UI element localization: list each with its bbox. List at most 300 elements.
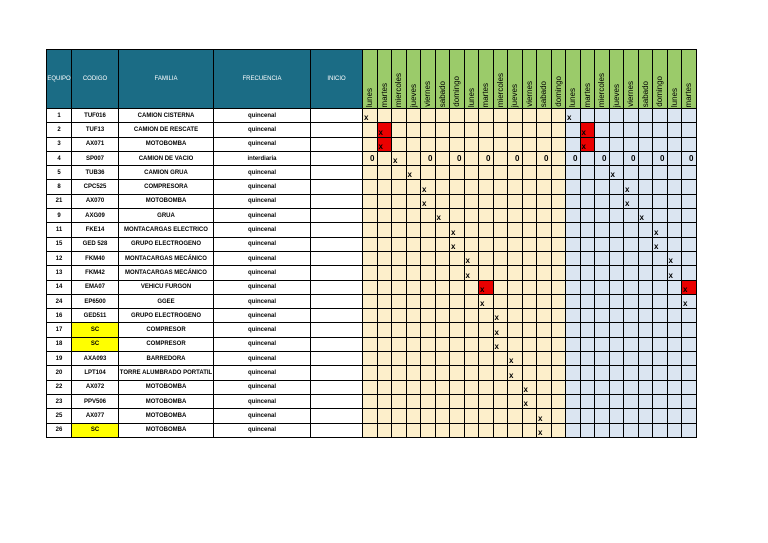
schedule-mark[interactable]: x xyxy=(653,237,668,251)
schedule-cell[interactable] xyxy=(406,109,421,123)
schedule-cell[interactable] xyxy=(566,337,581,351)
schedule-cell[interactable] xyxy=(624,394,639,408)
schedule-cell[interactable] xyxy=(580,380,595,394)
codigo-cell[interactable]: GED511 xyxy=(72,309,119,323)
schedule-cell[interactable] xyxy=(566,266,581,280)
schedule-cell[interactable] xyxy=(363,251,378,265)
schedule-cell[interactable] xyxy=(537,109,552,123)
schedule-cell[interactable] xyxy=(363,323,378,337)
schedule-cell[interactable] xyxy=(392,409,407,423)
schedule-mark[interactable]: x xyxy=(522,380,537,394)
schedule-cell[interactable] xyxy=(580,194,595,208)
schedule-cell[interactable] xyxy=(638,180,653,194)
header-day-miercoles[interactable] xyxy=(595,50,610,109)
schedule-cell[interactable] xyxy=(493,223,508,237)
schedule-cell[interactable] xyxy=(450,366,465,380)
frecuencia-cell[interactable]: quincenal xyxy=(214,423,311,437)
schedule-cell[interactable] xyxy=(464,309,479,323)
schedule-cell[interactable] xyxy=(537,209,552,223)
schedule-cell[interactable] xyxy=(392,237,407,251)
schedule-cell[interactable] xyxy=(450,180,465,194)
schedule-cell[interactable] xyxy=(624,423,639,437)
schedule-cell[interactable] xyxy=(653,352,668,366)
schedule-cell[interactable] xyxy=(464,294,479,308)
schedule-cell[interactable] xyxy=(464,394,479,408)
schedule-cell[interactable] xyxy=(624,166,639,180)
schedule-cell[interactable] xyxy=(435,194,450,208)
schedule-cell[interactable] xyxy=(667,237,682,251)
schedule-cell[interactable] xyxy=(667,194,682,208)
familia-cell[interactable]: MOTOBOMBA xyxy=(119,423,214,437)
schedule-cell[interactable] xyxy=(479,194,494,208)
schedule-cell[interactable] xyxy=(508,323,523,337)
schedule-cell[interactable] xyxy=(609,323,624,337)
schedule-cell[interactable] xyxy=(363,166,378,180)
codigo-cell[interactable]: FKM42 xyxy=(72,266,119,280)
familia-cell[interactable]: GGEE xyxy=(119,294,214,308)
schedule-cell[interactable] xyxy=(682,123,697,137)
schedule-cell[interactable] xyxy=(450,280,465,294)
header-day-martes[interactable] xyxy=(377,50,392,109)
codigo-cell[interactable]: CPC525 xyxy=(72,180,119,194)
schedule-cell[interactable] xyxy=(377,251,392,265)
schedule-cell[interactable] xyxy=(638,166,653,180)
schedule-mark[interactable]: x xyxy=(580,123,595,137)
codigo-cell[interactable]: AXG09 xyxy=(72,209,119,223)
schedule-cell[interactable] xyxy=(493,137,508,151)
schedule-cell[interactable] xyxy=(653,380,668,394)
schedule-cell[interactable] xyxy=(682,266,697,280)
schedule-cell[interactable] xyxy=(479,380,494,394)
familia-cell[interactable]: COMPRESORA xyxy=(119,180,214,194)
schedule-cell[interactable] xyxy=(638,266,653,280)
schedule-cell[interactable] xyxy=(377,209,392,223)
schedule-mark[interactable]: x xyxy=(421,194,436,208)
schedule-cell[interactable] xyxy=(609,423,624,437)
schedule-cell[interactable] xyxy=(522,137,537,151)
schedule-cell[interactable] xyxy=(522,366,537,380)
schedule-cell[interactable] xyxy=(682,223,697,237)
frecuencia-cell[interactable]: quincenal xyxy=(214,123,311,137)
schedule-zero[interactable]: 0 xyxy=(566,151,581,165)
inicio-cell[interactable] xyxy=(311,266,363,280)
schedule-cell[interactable] xyxy=(537,380,552,394)
schedule-cell[interactable] xyxy=(464,280,479,294)
inicio-cell[interactable] xyxy=(311,251,363,265)
frecuencia-cell[interactable]: interdiaria xyxy=(214,151,311,165)
schedule-cell[interactable] xyxy=(653,109,668,123)
schedule-cell[interactable] xyxy=(406,209,421,223)
header-day-martes[interactable] xyxy=(682,50,697,109)
codigo-cell[interactable]: AXA093 xyxy=(72,352,119,366)
schedule-cell[interactable] xyxy=(580,337,595,351)
schedule-cell[interactable] xyxy=(609,409,624,423)
schedule-cell[interactable] xyxy=(508,294,523,308)
schedule-cell[interactable] xyxy=(624,137,639,151)
schedule-mark[interactable]: x xyxy=(450,237,465,251)
schedule-cell[interactable] xyxy=(682,194,697,208)
schedule-cell[interactable] xyxy=(609,194,624,208)
schedule-cell[interactable] xyxy=(508,394,523,408)
schedule-cell[interactable] xyxy=(566,309,581,323)
schedule-cell[interactable] xyxy=(421,394,436,408)
schedule-cell[interactable] xyxy=(522,423,537,437)
schedule-cell[interactable] xyxy=(406,309,421,323)
schedule-cell[interactable] xyxy=(435,166,450,180)
schedule-cell[interactable] xyxy=(551,366,566,380)
schedule-cell[interactable] xyxy=(624,109,639,123)
schedule-cell[interactable] xyxy=(464,366,479,380)
schedule-cell[interactable] xyxy=(682,323,697,337)
schedule-cell[interactable] xyxy=(450,209,465,223)
schedule-cell[interactable] xyxy=(406,137,421,151)
codigo-cell[interactable]: SC xyxy=(72,423,119,437)
schedule-cell[interactable] xyxy=(406,237,421,251)
inicio-cell[interactable] xyxy=(311,394,363,408)
frecuencia-cell[interactable]: quincenal xyxy=(214,166,311,180)
schedule-cell[interactable] xyxy=(493,194,508,208)
schedule-cell[interactable] xyxy=(435,323,450,337)
schedule-cell[interactable] xyxy=(522,180,537,194)
schedule-cell[interactable] xyxy=(522,166,537,180)
schedule-cell[interactable] xyxy=(392,394,407,408)
schedule-cell[interactable] xyxy=(638,309,653,323)
schedule-cell[interactable] xyxy=(566,294,581,308)
header-day-jueves[interactable] xyxy=(609,50,624,109)
schedule-cell[interactable] xyxy=(435,309,450,323)
schedule-mark[interactable]: x xyxy=(450,223,465,237)
schedule-cell[interactable] xyxy=(551,280,566,294)
schedule-cell[interactable] xyxy=(653,409,668,423)
equipo-cell[interactable]: 16 xyxy=(47,309,72,323)
schedule-cell[interactable] xyxy=(450,266,465,280)
schedule-cell[interactable] xyxy=(653,266,668,280)
schedule-cell[interactable] xyxy=(464,380,479,394)
header-day-domingo[interactable] xyxy=(450,50,465,109)
schedule-cell[interactable] xyxy=(479,409,494,423)
schedule-cell[interactable] xyxy=(508,194,523,208)
schedule-cell[interactable] xyxy=(566,380,581,394)
equipo-cell[interactable]: 26 xyxy=(47,423,72,437)
schedule-mark[interactable]: x xyxy=(493,323,508,337)
header-day-domingo[interactable] xyxy=(551,50,566,109)
schedule-cell[interactable] xyxy=(406,266,421,280)
schedule-cell[interactable] xyxy=(421,166,436,180)
schedule-cell[interactable] xyxy=(421,337,436,351)
schedule-cell[interactable] xyxy=(624,409,639,423)
schedule-cell[interactable] xyxy=(508,423,523,437)
schedule-cell[interactable] xyxy=(493,151,508,165)
schedule-cell[interactable] xyxy=(595,280,610,294)
schedule-cell[interactable] xyxy=(551,209,566,223)
schedule-cell[interactable] xyxy=(624,352,639,366)
frecuencia-cell[interactable]: quincenal xyxy=(214,109,311,123)
schedule-cell[interactable] xyxy=(580,323,595,337)
schedule-cell[interactable] xyxy=(595,337,610,351)
header-day-miercoles[interactable] xyxy=(493,50,508,109)
schedule-cell[interactable] xyxy=(595,137,610,151)
schedule-cell[interactable] xyxy=(508,280,523,294)
schedule-cell[interactable] xyxy=(435,237,450,251)
familia-cell[interactable]: GRUPO ELECTROGENO xyxy=(119,237,214,251)
schedule-cell[interactable] xyxy=(653,309,668,323)
schedule-cell[interactable] xyxy=(638,251,653,265)
schedule-cell[interactable] xyxy=(450,137,465,151)
equipo-cell[interactable]: 8 xyxy=(47,180,72,194)
schedule-mark[interactable]: x xyxy=(624,194,639,208)
schedule-cell[interactable] xyxy=(421,294,436,308)
equipo-cell[interactable]: 3 xyxy=(47,137,72,151)
schedule-cell[interactable] xyxy=(363,294,378,308)
schedule-cell[interactable] xyxy=(522,352,537,366)
schedule-cell[interactable] xyxy=(479,180,494,194)
schedule-cell[interactable] xyxy=(493,180,508,194)
schedule-cell[interactable] xyxy=(450,294,465,308)
schedule-cell[interactable] xyxy=(450,166,465,180)
schedule-cell[interactable] xyxy=(479,166,494,180)
schedule-zero[interactable]: 0 xyxy=(450,151,465,165)
schedule-mark[interactable]: x xyxy=(377,123,392,137)
schedule-cell[interactable] xyxy=(580,352,595,366)
schedule-cell[interactable] xyxy=(638,337,653,351)
schedule-cell[interactable] xyxy=(406,366,421,380)
schedule-cell[interactable] xyxy=(580,280,595,294)
schedule-cell[interactable] xyxy=(522,323,537,337)
schedule-cell[interactable] xyxy=(508,123,523,137)
header-day-miercoles[interactable] xyxy=(392,50,407,109)
schedule-cell[interactable] xyxy=(638,137,653,151)
header-day-jueves[interactable] xyxy=(406,50,421,109)
schedule-cell[interactable] xyxy=(566,194,581,208)
schedule-cell[interactable] xyxy=(638,223,653,237)
schedule-cell[interactable] xyxy=(377,280,392,294)
schedule-cell[interactable] xyxy=(653,166,668,180)
schedule-cell[interactable] xyxy=(595,380,610,394)
schedule-cell[interactable] xyxy=(580,394,595,408)
schedule-cell[interactable] xyxy=(682,352,697,366)
schedule-cell[interactable] xyxy=(435,366,450,380)
schedule-cell[interactable] xyxy=(624,209,639,223)
schedule-cell[interactable] xyxy=(406,294,421,308)
schedule-cell[interactable] xyxy=(392,266,407,280)
familia-cell[interactable]: CAMION DE RESCATE xyxy=(119,123,214,137)
familia-cell[interactable]: TORRE ALUMBRADO PORTATIL xyxy=(119,366,214,380)
schedule-cell[interactable] xyxy=(508,309,523,323)
equipo-cell[interactable]: 4 xyxy=(47,151,72,165)
schedule-cell[interactable] xyxy=(363,237,378,251)
schedule-cell[interactable] xyxy=(595,409,610,423)
equipo-cell[interactable]: 20 xyxy=(47,366,72,380)
codigo-cell[interactable]: EMA07 xyxy=(72,280,119,294)
schedule-cell[interactable] xyxy=(479,394,494,408)
schedule-cell[interactable] xyxy=(363,280,378,294)
schedule-cell[interactable] xyxy=(537,194,552,208)
header-frecuencia[interactable]: FRECUENCIA xyxy=(214,50,311,109)
schedule-cell[interactable] xyxy=(435,123,450,137)
schedule-cell[interactable] xyxy=(566,366,581,380)
schedule-cell[interactable] xyxy=(551,337,566,351)
schedule-cell[interactable] xyxy=(377,309,392,323)
schedule-cell[interactable] xyxy=(537,137,552,151)
schedule-cell[interactable] xyxy=(609,109,624,123)
equipo-cell[interactable]: 23 xyxy=(47,394,72,408)
schedule-cell[interactable] xyxy=(464,194,479,208)
schedule-cell[interactable] xyxy=(377,337,392,351)
schedule-cell[interactable] xyxy=(435,137,450,151)
schedule-cell[interactable] xyxy=(363,394,378,408)
schedule-cell[interactable] xyxy=(566,180,581,194)
inicio-cell[interactable] xyxy=(311,280,363,294)
schedule-cell[interactable] xyxy=(363,266,378,280)
schedule-cell[interactable] xyxy=(638,423,653,437)
codigo-cell[interactable]: GED 528 xyxy=(72,237,119,251)
schedule-mark[interactable]: x xyxy=(566,109,581,123)
schedule-mark[interactable]: x xyxy=(682,294,697,308)
frecuencia-cell[interactable]: quincenal xyxy=(214,309,311,323)
schedule-cell[interactable] xyxy=(508,266,523,280)
schedule-cell[interactable] xyxy=(609,380,624,394)
schedule-cell[interactable] xyxy=(406,151,421,165)
schedule-cell[interactable] xyxy=(392,309,407,323)
schedule-cell[interactable] xyxy=(624,251,639,265)
schedule-cell[interactable] xyxy=(377,109,392,123)
schedule-cell[interactable] xyxy=(551,352,566,366)
schedule-mark[interactable]: x xyxy=(377,137,392,151)
schedule-cell[interactable] xyxy=(595,194,610,208)
schedule-cell[interactable] xyxy=(566,251,581,265)
schedule-cell[interactable] xyxy=(537,323,552,337)
schedule-cell[interactable] xyxy=(363,137,378,151)
schedule-cell[interactable] xyxy=(479,123,494,137)
schedule-cell[interactable] xyxy=(435,352,450,366)
equipo-cell[interactable]: 15 xyxy=(47,237,72,251)
codigo-cell[interactable]: TUB36 xyxy=(72,166,119,180)
schedule-cell[interactable] xyxy=(508,237,523,251)
schedule-cell[interactable] xyxy=(392,166,407,180)
schedule-cell[interactable] xyxy=(421,251,436,265)
schedule-cell[interactable] xyxy=(479,223,494,237)
schedule-cell[interactable] xyxy=(363,209,378,223)
schedule-cell[interactable] xyxy=(638,280,653,294)
schedule-cell[interactable] xyxy=(363,223,378,237)
schedule-cell[interactable] xyxy=(479,309,494,323)
equipo-cell[interactable]: 19 xyxy=(47,352,72,366)
schedule-cell[interactable] xyxy=(435,180,450,194)
schedule-cell[interactable] xyxy=(435,409,450,423)
schedule-cell[interactable] xyxy=(522,237,537,251)
schedule-cell[interactable] xyxy=(551,251,566,265)
schedule-cell[interactable] xyxy=(479,209,494,223)
header-day-lunes[interactable] xyxy=(363,50,378,109)
inicio-cell[interactable] xyxy=(311,151,363,165)
schedule-cell[interactable] xyxy=(653,337,668,351)
schedule-cell[interactable] xyxy=(624,280,639,294)
schedule-cell[interactable] xyxy=(406,251,421,265)
schedule-cell[interactable] xyxy=(493,166,508,180)
schedule-cell[interactable] xyxy=(421,409,436,423)
schedule-cell[interactable] xyxy=(566,394,581,408)
schedule-cell[interactable] xyxy=(667,337,682,351)
schedule-cell[interactable] xyxy=(450,394,465,408)
schedule-cell[interactable] xyxy=(522,209,537,223)
schedule-cell[interactable] xyxy=(508,380,523,394)
header-day-domingo[interactable] xyxy=(653,50,668,109)
schedule-cell[interactable] xyxy=(406,394,421,408)
schedule-zero[interactable]: 0 xyxy=(479,151,494,165)
schedule-cell[interactable] xyxy=(595,237,610,251)
equipo-cell[interactable]: 5 xyxy=(47,166,72,180)
schedule-cell[interactable] xyxy=(522,409,537,423)
schedule-cell[interactable] xyxy=(421,423,436,437)
schedule-cell[interactable] xyxy=(406,223,421,237)
schedule-cell[interactable] xyxy=(551,123,566,137)
schedule-cell[interactable] xyxy=(580,209,595,223)
schedule-cell[interactable] xyxy=(667,209,682,223)
schedule-mark[interactable]: x xyxy=(508,352,523,366)
schedule-cell[interactable] xyxy=(566,280,581,294)
schedule-cell[interactable] xyxy=(479,137,494,151)
schedule-cell[interactable] xyxy=(508,109,523,123)
familia-cell[interactable]: GRUA xyxy=(119,209,214,223)
codigo-cell[interactable]: TUF13 xyxy=(72,123,119,137)
schedule-cell[interactable] xyxy=(624,380,639,394)
schedule-mark[interactable]: x xyxy=(624,180,639,194)
schedule-cell[interactable] xyxy=(653,323,668,337)
inicio-cell[interactable] xyxy=(311,223,363,237)
schedule-cell[interactable] xyxy=(537,352,552,366)
schedule-cell[interactable] xyxy=(363,123,378,137)
schedule-zero[interactable]: 0 xyxy=(595,151,610,165)
inicio-cell[interactable] xyxy=(311,194,363,208)
schedule-cell[interactable] xyxy=(392,366,407,380)
codigo-cell[interactable]: SC xyxy=(72,337,119,351)
schedule-cell[interactable] xyxy=(551,394,566,408)
schedule-cell[interactable] xyxy=(377,266,392,280)
schedule-mark[interactable]: x xyxy=(522,394,537,408)
schedule-cell[interactable] xyxy=(667,166,682,180)
schedule-cell[interactable] xyxy=(377,380,392,394)
schedule-mark[interactable]: x xyxy=(493,337,508,351)
schedule-cell[interactable] xyxy=(392,380,407,394)
familia-cell[interactable]: BARREDORA xyxy=(119,352,214,366)
header-equipo[interactable]: EQUIPO xyxy=(47,50,72,109)
inicio-cell[interactable] xyxy=(311,409,363,423)
schedule-cell[interactable] xyxy=(421,237,436,251)
schedule-cell[interactable] xyxy=(363,309,378,323)
schedule-cell[interactable] xyxy=(638,109,653,123)
schedule-cell[interactable] xyxy=(682,409,697,423)
schedule-cell[interactable] xyxy=(667,280,682,294)
frecuencia-cell[interactable]: quincenal xyxy=(214,209,311,223)
schedule-cell[interactable] xyxy=(493,380,508,394)
schedule-cell[interactable] xyxy=(595,109,610,123)
schedule-cell[interactable] xyxy=(609,309,624,323)
schedule-cell[interactable] xyxy=(392,137,407,151)
schedule-cell[interactable] xyxy=(537,237,552,251)
schedule-cell[interactable] xyxy=(392,180,407,194)
header-day-viernes[interactable] xyxy=(624,50,639,109)
schedule-cell[interactable] xyxy=(406,337,421,351)
schedule-mark[interactable]: x xyxy=(537,423,552,437)
schedule-cell[interactable] xyxy=(363,337,378,351)
familia-cell[interactable]: CAMION DE VACIO xyxy=(119,151,214,165)
codigo-cell[interactable]: AX071 xyxy=(72,137,119,151)
schedule-cell[interactable] xyxy=(609,180,624,194)
schedule-cell[interactable] xyxy=(450,409,465,423)
frecuencia-cell[interactable]: quincenal xyxy=(214,137,311,151)
schedule-cell[interactable] xyxy=(638,294,653,308)
schedule-cell[interactable] xyxy=(479,366,494,380)
